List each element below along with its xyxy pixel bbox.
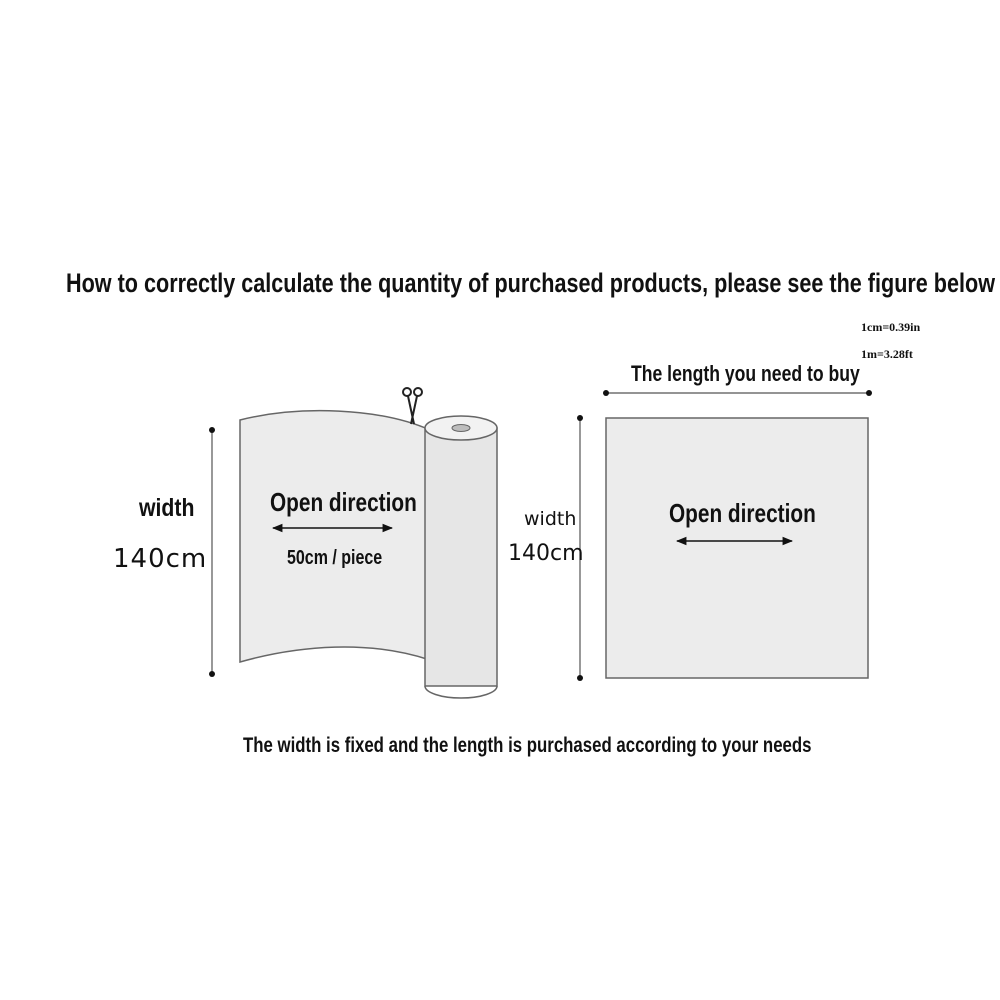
- headline: How to correctly calculate the quantity of purchased products, please see the figure below: [66, 268, 996, 298]
- unrolled-fabric: [240, 411, 430, 662]
- width-value-right: 140cm: [508, 541, 584, 566]
- fabric-roll: [425, 416, 497, 698]
- open-direction-label-left: Open direction: [270, 487, 417, 517]
- length-label: The length you need to buy: [631, 361, 860, 386]
- width-label-left: width: [139, 494, 195, 522]
- width-value-left: 140cm: [113, 544, 208, 574]
- width-dimension-left: [209, 427, 215, 677]
- width-label-right: width: [524, 508, 577, 530]
- conversion-m-ft: 1m=3.28ft: [861, 347, 913, 361]
- conversion-cm-in: 1cm=0.39in: [861, 320, 921, 334]
- footer-note: The width is fixed and the length is purchased according to your needs: [243, 734, 812, 757]
- fabric-sheet: [606, 418, 868, 678]
- scissors-icon: [403, 388, 422, 424]
- open-direction-label-right: Open direction: [669, 498, 816, 528]
- length-dimension: [603, 390, 872, 396]
- piece-size-label: 50cm / piece: [287, 547, 383, 569]
